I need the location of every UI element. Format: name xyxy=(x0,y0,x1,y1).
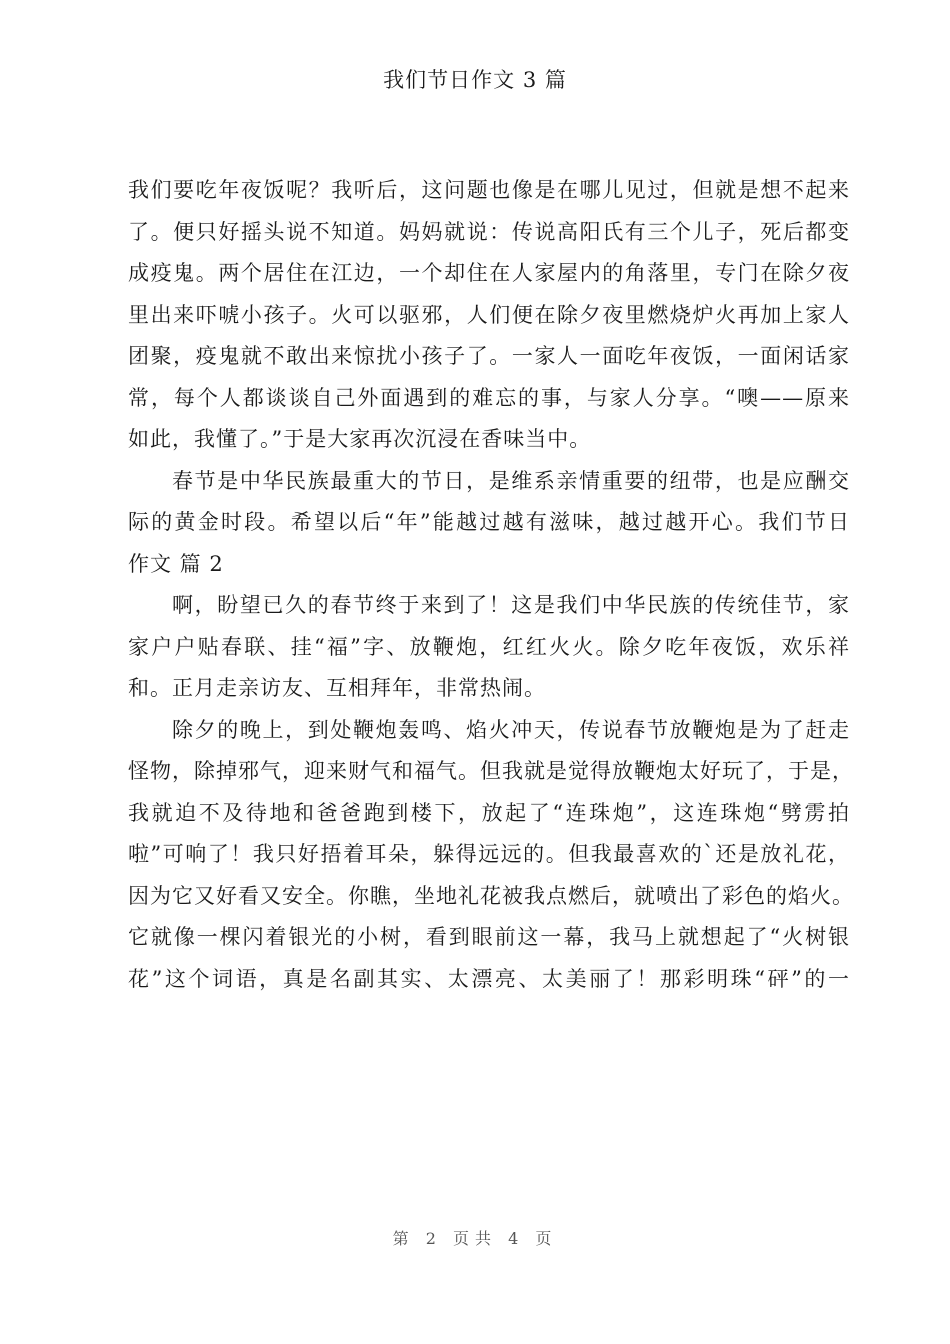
text-line: 它就像一棵闪着银光的小树，看到眼前这一幕，我马上就想起了“火树银 xyxy=(128,925,850,949)
text-line: 我们要吃年夜饭呢？我听后，这问题也像是在哪儿见过，但就是想不起来 xyxy=(128,178,850,202)
text-line: 常，每个人都谈谈自己外面遇到的难忘的事，与家人分享。“噢——原来 xyxy=(128,385,850,410)
page-number-footer: 第 2 页共 4 页 xyxy=(392,1229,558,1248)
text-line: 团聚，疫鬼就不敢出来惊扰小孩子了。一家人一面吃年夜饭，一面闲话家 xyxy=(128,344,850,368)
text-line: 际的黄金时段。希望以后“年”能越过越有滋味，越过越开心。我们节日 xyxy=(128,510,850,534)
text-line: 我就迫不及待地和爸爸跑到楼下，放起了“连珠炮”，这连珠炮“劈雳拍 xyxy=(128,800,850,825)
text-line: 和。正月走亲访友、互相拜年，非常热闹。 xyxy=(128,676,546,700)
text-line: 花”这个词语，真是名副其实、太漂亮、太美丽了！那彩明珠“砰”的一 xyxy=(128,966,850,991)
text-line: 里出来吓唬小孩子。火可以驱邪，人们便在除夕夜里燃烧炉火再加上家人 xyxy=(128,302,850,327)
text-line: 啊，盼望已久的春节终于来到了！这是我们中华民族的传统佳节，家 xyxy=(172,593,850,617)
text-line: 因为它又好看又安全。你瞧，坐地礼花被我点燃后，就喷出了彩色的焰火。 xyxy=(128,883,854,908)
text-line: 作文 篇 2 xyxy=(128,551,224,576)
text-line: 家户户贴春联、挂“福”字、放鞭炮，红红火火。除夕吃年夜饭，欢乐祥 xyxy=(128,634,850,659)
document-title: 我们节日作文 3 篇 xyxy=(383,68,567,92)
text-line: 啦”可响了！我只好捂着耳朵，躲得远远的。但我最喜欢的`还是放礼花， xyxy=(128,842,850,866)
text-line: 了。便只好摇头说不知道。妈妈就说：传说高阳氏有三个儿子，死后都变 xyxy=(128,219,850,244)
text-line: 成疫鬼。两个居住在江边，一个却住在人家屋内的角落里，专门在除夕夜 xyxy=(128,261,850,285)
document-body xyxy=(128,170,854,1000)
text-line: 除夕的晚上，到处鞭炮轰鸣、焰火冲天，传说春节放鞭炮是为了赶走 xyxy=(172,717,850,742)
text-line: 怪物，除掉邪气，迎来财气和福气。但我就是觉得放鞭炮太好玩了，于是， xyxy=(128,759,854,783)
text-line: 如此，我懂了。”于是大家再次沉浸在香味当中。 xyxy=(128,427,592,451)
text-line: 春节是中华民族最重大的节日，是维系亲情重要的纽带，也是应酬交 xyxy=(172,468,850,493)
